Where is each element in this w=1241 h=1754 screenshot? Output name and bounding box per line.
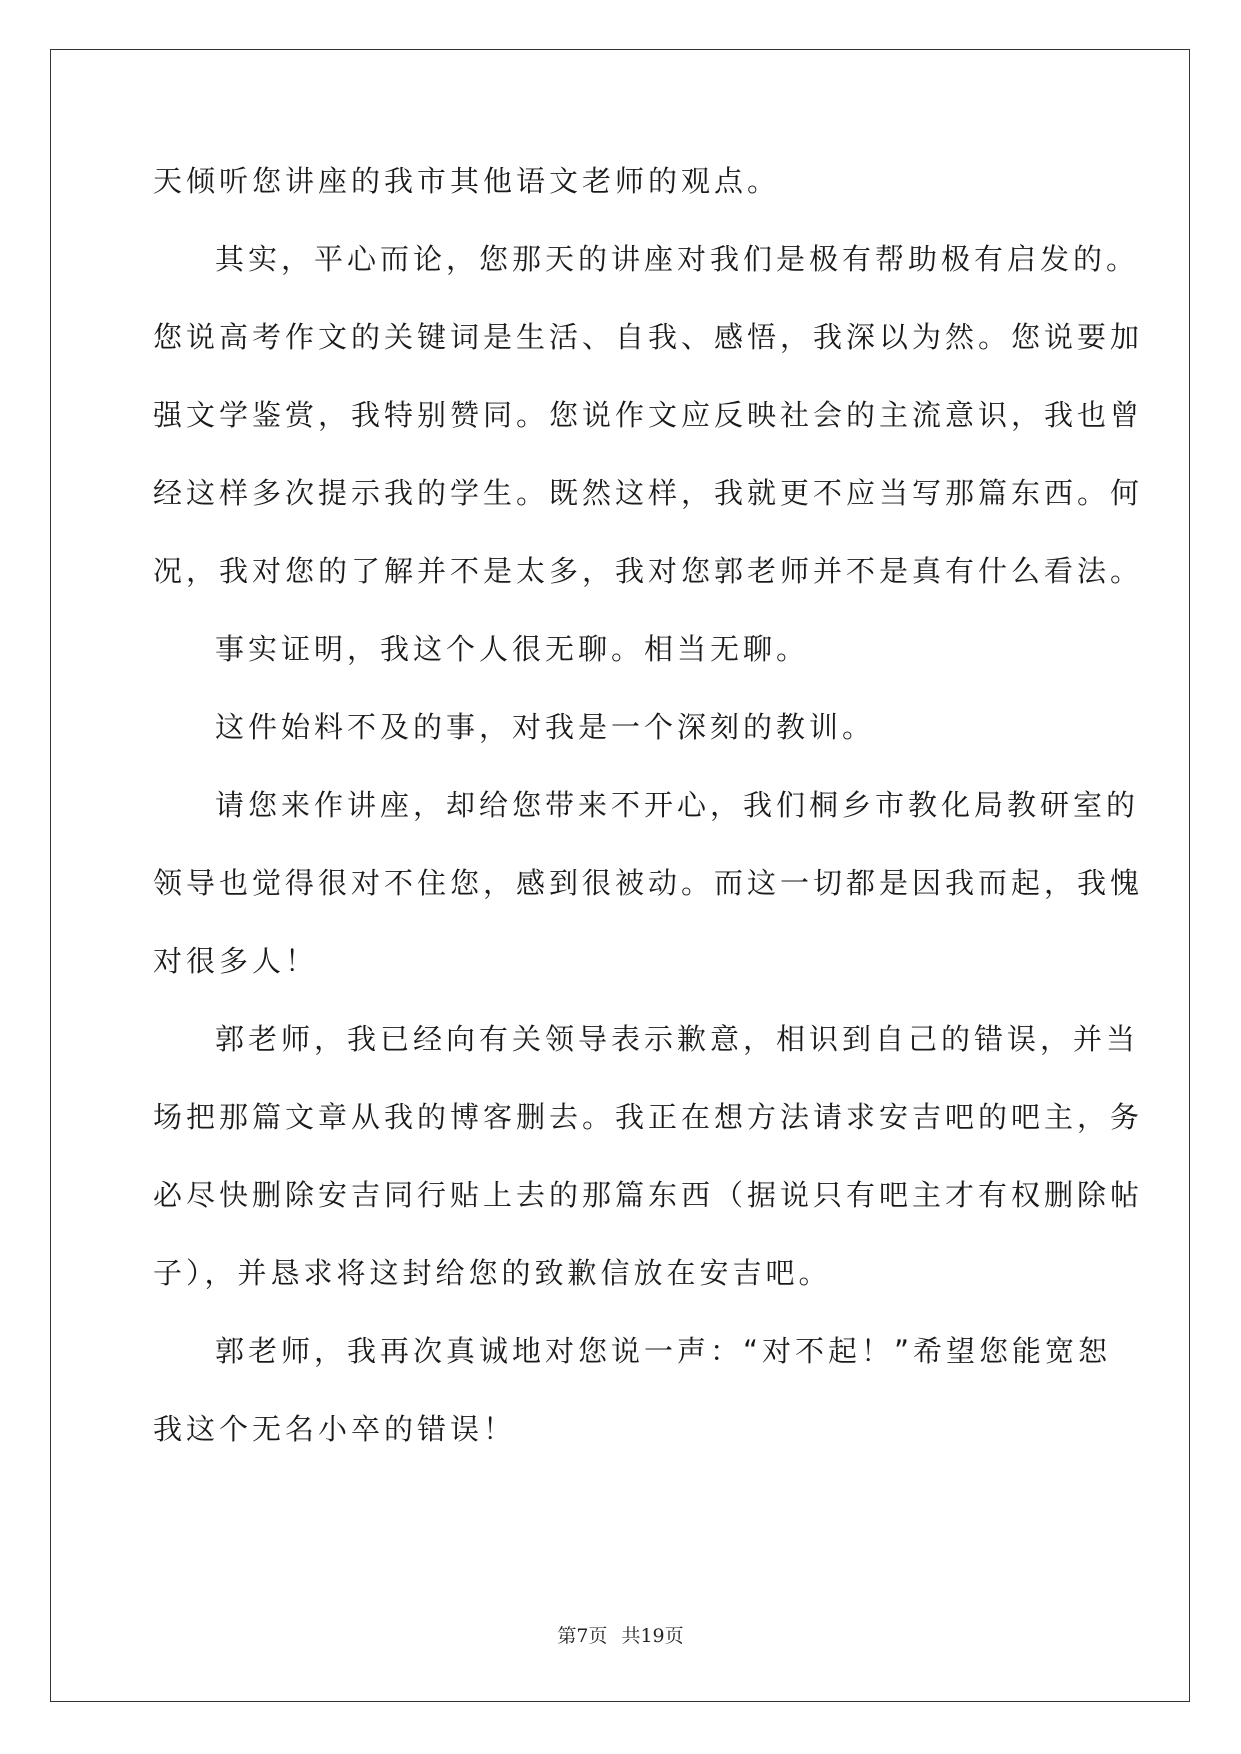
page-number: 第7页 共19页 [557,1625,684,1647]
text-line: 子），并恳求将这封给您的致歉信放在安吉吧。 [153,1256,832,1290]
text-line: 必尽快删除安吉同行贴上去的那篇东西（据说只有吧主才有权删除帖 [153,1178,1144,1212]
paragraph-start-line: 请您来作讲座，却给您带来不开心，我们桐乡市教化局教研室的 [215,788,1140,822]
text-line: 强文学鉴赏，我特别赞同。您说作文应反映社会的主流意识，我也曾 [153,398,1144,432]
text-line: 您说高考作文的关键词是生活、自我、感悟，我深以为然。您说要加 [153,320,1144,354]
paragraph-start-line: 这件始料不及的事，对我是一个深刻的教训。 [215,710,876,744]
paragraph-start-line: 郭老师，我再次真诚地对您说一声：“对不起！”希望您能宽恕 [215,1334,1112,1368]
text-line: 我这个无名小卒的错误！ [153,1412,517,1446]
text-line: 领导也觉得很对不住您，感到很被动。而这一切都是因我而起，我愧 [153,866,1144,900]
text-line: 况，我对您的了解并不是太多，我对您郭老师并不是真有什么看法。 [153,554,1144,588]
text-line: 场把那篇文章从我的博客删去。我正在想方法请求安吉吧的吧主，务 [153,1100,1144,1134]
paragraph-start-line: 事实证明，我这个人很无聊。相当无聊。 [215,632,810,666]
text-line: 对很多人！ [153,944,319,978]
paragraph-start-line: 郭老师，我已经向有关领导表示歉意，相识到自己的错误，并当 [215,1022,1140,1056]
text-line: 经这样多次提示我的学生。既然这样，我就更不应当写那篇东西。何 [153,476,1144,510]
document-body [153,155,1144,1481]
text-line: 天倾听您讲座的我市其他语文老师的观点。 [153,164,781,198]
paragraph-start-line: 其实，平心而论，您那天的讲座对我们是极有帮助极有启发的。 [215,242,1140,276]
